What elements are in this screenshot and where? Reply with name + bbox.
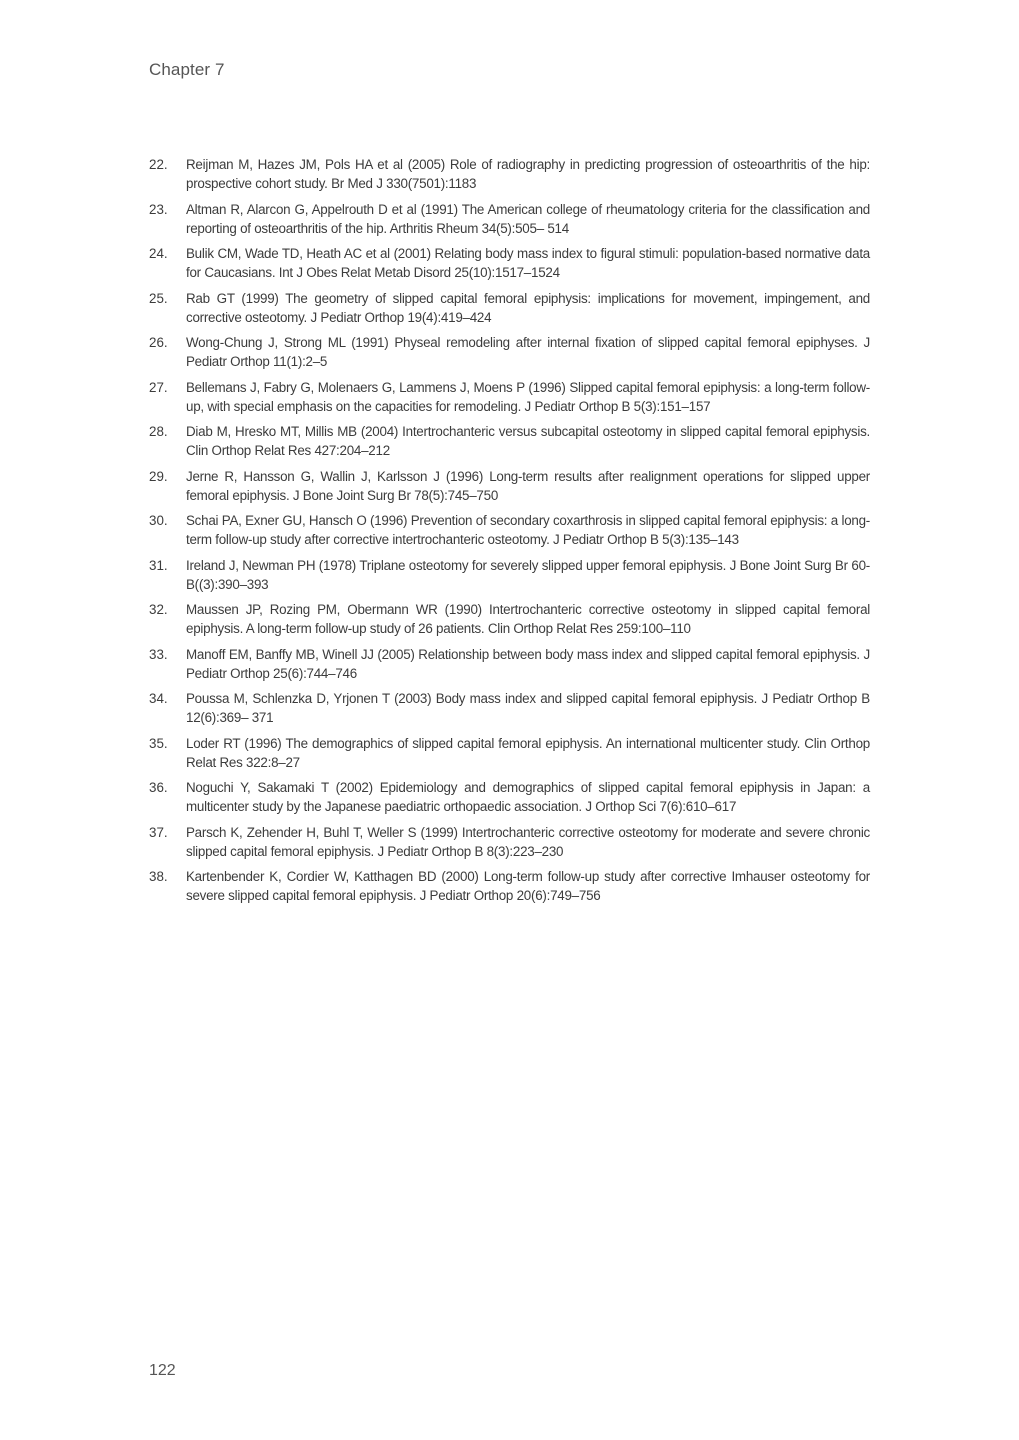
reference-item bbox=[149, 867, 870, 905]
reference-text: Maussen JP, Rozing PM, Obermann WR (1990) Intertrochanteric corrective osteotomy in slipped capital femoral epiphysis. A long-term follow-up study of 26 patients. Clin Orthop Relat Res 259:100–110 bbox=[186, 602, 870, 636]
reference-item bbox=[149, 600, 870, 638]
reference-text: Reijman M, Hazes JM, Pols HA et al (2005) Role of radiography in predicting progression of osteoarthritis of the hip: prospective cohort study. Br Med J 330(7501):1183 bbox=[186, 157, 870, 191]
reference-item bbox=[149, 778, 870, 816]
reference-text: Bellemans J, Fabry G, Molenaers G, Lammens J, Moens P (1996) Slipped capital femoral epiphysis: a long-term follow-up, with special emphasis on the capacities for remodeling. J Pediatr Orthop B 5(3):151–157 bbox=[186, 379, 870, 414]
reference-number: 29. bbox=[149, 468, 168, 484]
reference-number: 35. bbox=[149, 735, 168, 751]
reference-text: Poussa M, Schlenzka D, Yrjonen T (2003) Body mass index and slipped capital femoral epiphysis. J Pediatr Orthop B 12(6):369– 371 bbox=[186, 691, 870, 725]
reference-item bbox=[149, 244, 870, 282]
reference-text: Loder RT (1996) The demographics of slipped capital femoral epiphysis. An international multicenter study. Clin Orthop Relat Res 322:8–27 bbox=[186, 735, 870, 770]
reference-number: 30. bbox=[149, 513, 168, 528]
reference-number: 25. bbox=[149, 290, 168, 306]
running-head-chapter-title: Chapter 7 bbox=[149, 60, 225, 79]
reference-item bbox=[149, 556, 870, 594]
reference-number: 33. bbox=[149, 646, 168, 662]
reference-text: Kartenbender K, Cordier W, Katthagen BD (2000) Long-term follow-up study after corrective Imhauser osteotomy for severe slipped capital femoral epiphysis. J Pediatr Orthop 20(6):749–756 bbox=[186, 869, 870, 903]
reference-item bbox=[149, 645, 870, 683]
reference-text: Parsch K, Zehender H, Buhl T, Weller S (1999) Intertrochanteric corrective osteotomy for moderate and severe chronic slipped capital femoral epiphysis. J Pediatr Orthop B 8(3):223–230 bbox=[186, 824, 870, 859]
reference-item bbox=[149, 422, 870, 460]
reference-number: 32. bbox=[149, 602, 168, 617]
reference-item bbox=[149, 511, 870, 549]
reference-number: 27. bbox=[149, 379, 168, 395]
reference-text: Rab GT (1999) The geometry of slipped capital femoral epiphysis: implications for movement, impingement, and corrective osteotomy. J Pediatr Orthop 19(4):419–424 bbox=[186, 290, 870, 325]
reference-number: 36. bbox=[149, 780, 168, 795]
reference-text: Schai PA, Exner GU, Hansch O (1996) Prevention of secondary coxarthrosis in slipped capital femoral epiphysis: a long-term follow-up study after corrective intertrochanteric osteotomy. J Pediatr Orthop B 5(3):135–143 bbox=[186, 513, 870, 547]
reference-number: 23. bbox=[149, 201, 168, 217]
reference-number: 26. bbox=[149, 335, 168, 350]
reference-text: Altman R, Alarcon G, Appelrouth D et al (1991) The American college of rheumatology criteria for the classification and reporting of osteoarthritis of the hip. Arthritis Rheum 34(5):505– 514 bbox=[186, 201, 870, 236]
reference-list bbox=[149, 155, 870, 912]
reference-text: Wong-Chung J, Strong ML (1991) Physeal remodeling after internal fixation of slipped capital femoral epiphyses. J Pediatr Orthop 11(1):2–5 bbox=[186, 335, 870, 369]
reference-item bbox=[149, 200, 870, 238]
reference-number: 38. bbox=[149, 869, 168, 884]
reference-item bbox=[149, 155, 870, 193]
reference-text: Manoff EM, Banffy MB, Winell JJ (2005) Relationship between body mass index and slipped capital femoral epiphysis. J Pediatr Orthop 25(6):744–746 bbox=[186, 646, 870, 681]
reference-item bbox=[149, 333, 870, 371]
reference-number: 34. bbox=[149, 691, 168, 706]
reference-text: Bulik CM, Wade TD, Heath AC et al (2001) Relating body mass index to figural stimuli: population-based normative data for Caucasians. Int J Obes Relat Metab Disord 25(10):1517–1524 bbox=[186, 246, 870, 280]
reference-number: 37. bbox=[149, 824, 168, 840]
reference-number: 31. bbox=[149, 557, 168, 573]
reference-item bbox=[149, 467, 870, 505]
reference-item bbox=[149, 689, 870, 727]
page-number: 122 bbox=[149, 1362, 176, 1379]
reference-text: Noguchi Y, Sakamaki T (2002) Epidemiology and demographics of slipped capital femoral epiphysis in Japan: a multicenter study by the Japanese paediatric orthopaedic association. J Orthop Sci 7(6):610–617 bbox=[186, 780, 870, 814]
reference-number: 22. bbox=[149, 157, 168, 172]
reference-item bbox=[149, 734, 870, 772]
reference-number: 28. bbox=[149, 424, 168, 439]
reference-text: Diab M, Hresko MT, Millis MB (2004) Intertrochanteric versus subcapital osteotomy in slipped capital femoral epiphysis. Clin Orthop Relat Res 427:204–212 bbox=[186, 424, 870, 458]
reference-item bbox=[149, 289, 870, 327]
reference-number: 24. bbox=[149, 246, 168, 261]
reference-item bbox=[149, 823, 870, 861]
reference-text: Ireland J, Newman PH (1978) Triplane osteotomy for severely slipped upper femoral epiphysis. J Bone Joint Surg Br 60-B((3):390–393 bbox=[186, 557, 870, 592]
reference-text: Jerne R, Hansson G, Wallin J, Karlsson J (1996) Long-term results after realignment operations for slipped upper femoral epiphysis. J Bone Joint Surg Br 78(5):745–750 bbox=[186, 468, 870, 503]
reference-item bbox=[149, 378, 870, 416]
